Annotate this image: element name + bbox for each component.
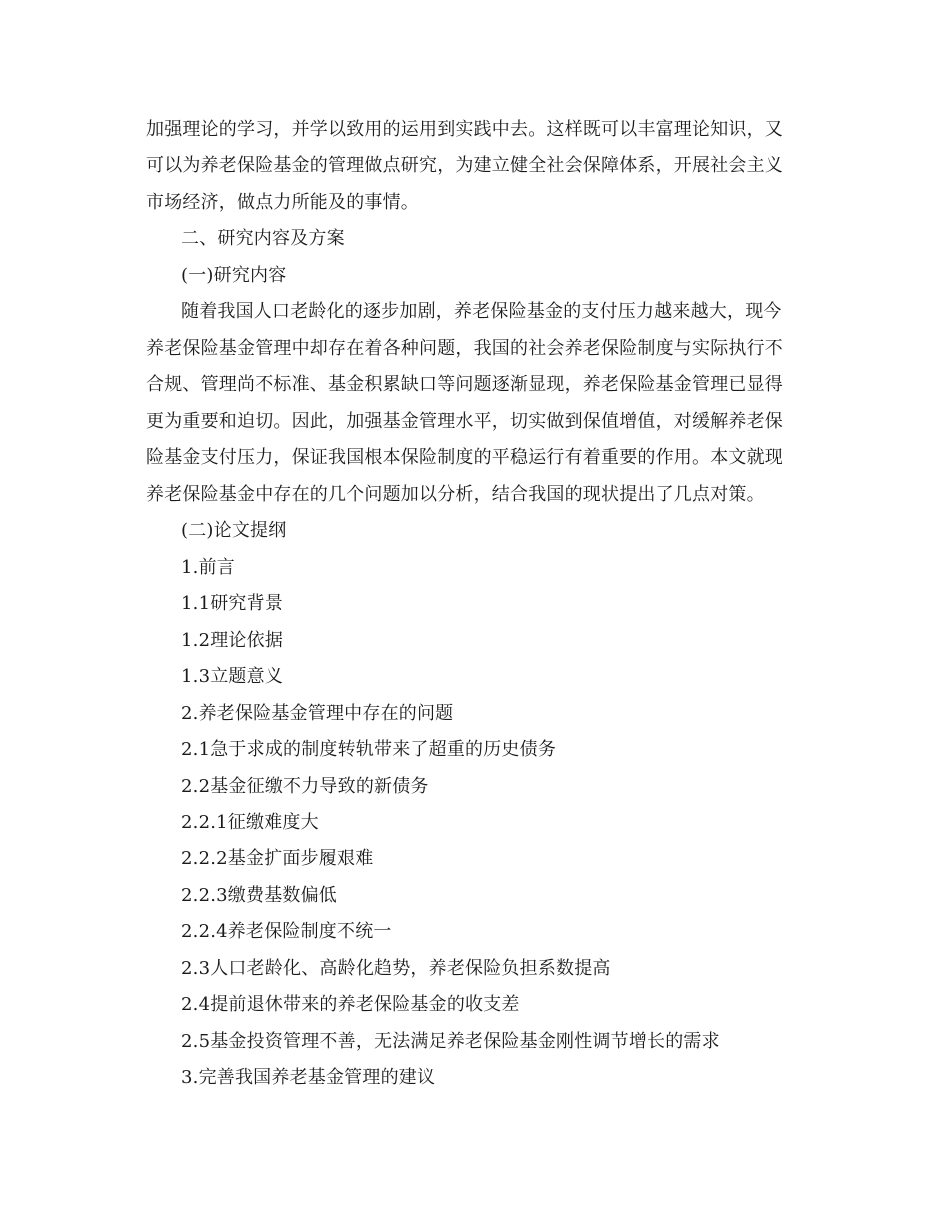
outline-item: 2.2基金征缴不力导致的新债务 — [181, 776, 429, 797]
outline-item: 1.1研究背景 — [181, 593, 284, 614]
outline-item: 1.2理论依据 — [181, 630, 284, 651]
research-paragraph-line: 养老保险基金中存在的几个问题加以分析，结合我国的现状提出了几点对策。 — [146, 484, 765, 505]
outline-item: 2.2.3缴费基数偏低 — [181, 885, 337, 906]
outline-item: 2.2.1征缴难度大 — [181, 812, 319, 833]
intro-paragraph-line: 可以为养老保险基金的管理做点研究，为建立健全社会保障体系，开展社会主义 — [146, 155, 783, 176]
intro-paragraph-line: 加强理论的学习，并学以致用的运用到实践中去。这样既可以丰富理论知识，又 — [146, 119, 783, 140]
subheading-research-content: (一)研究内容 — [181, 265, 287, 286]
outline-item: 3.完善我国养老基金管理的建议 — [181, 1067, 436, 1088]
intro-paragraph-line: 市场经济，做点力所能及的事情。 — [146, 192, 419, 213]
outline-item: 1.前言 — [181, 557, 235, 578]
research-paragraph-line: 养老保险基金管理中却存在着各种问题，我国的社会养老保险制度与实际执行不 — [146, 338, 783, 359]
outline-item: 2.1急于求成的制度转轨带来了超重的历史债务 — [181, 739, 557, 760]
research-paragraph-line: 合规、管理尚不标准、基金积累缺口等问题逐渐显现，养老保险基金管理已显得 — [146, 374, 783, 395]
research-paragraph-line: 更为重要和迫切。因此，加强基金管理水平，切实做到保值增值，对缓解养老保 — [146, 411, 783, 432]
subheading-outline: (二)论文提纲 — [181, 520, 287, 541]
research-paragraph-line: 险基金支付压力，保证我国根本保险制度的平稳运行有着重要的作用。本文就现 — [146, 447, 783, 468]
section-heading: 二、研究内容及方案 — [181, 228, 345, 249]
outline-item: 2.5基金投资管理不善，无法满足养老保险基金刚性调节增长的需求 — [181, 1031, 720, 1052]
outline-item: 2.4提前退休带来的养老保险基金的收支差 — [181, 994, 520, 1015]
outline-item: 2.2.4养老保险制度不统一 — [181, 921, 392, 942]
outline-item: 1.3立题意义 — [181, 666, 284, 687]
outline-item: 2.养老保险基金管理中存在的问题 — [181, 703, 454, 724]
outline-item: 2.3人口老龄化、高龄化趋势，养老保险负担系数提高 — [181, 958, 611, 979]
research-paragraph-line: 随着我国人口老龄化的逐步加剧，养老保险基金的支付压力越来越大，现今 — [181, 301, 782, 322]
outline-item: 2.2.2基金扩面步履艰难 — [181, 848, 374, 869]
